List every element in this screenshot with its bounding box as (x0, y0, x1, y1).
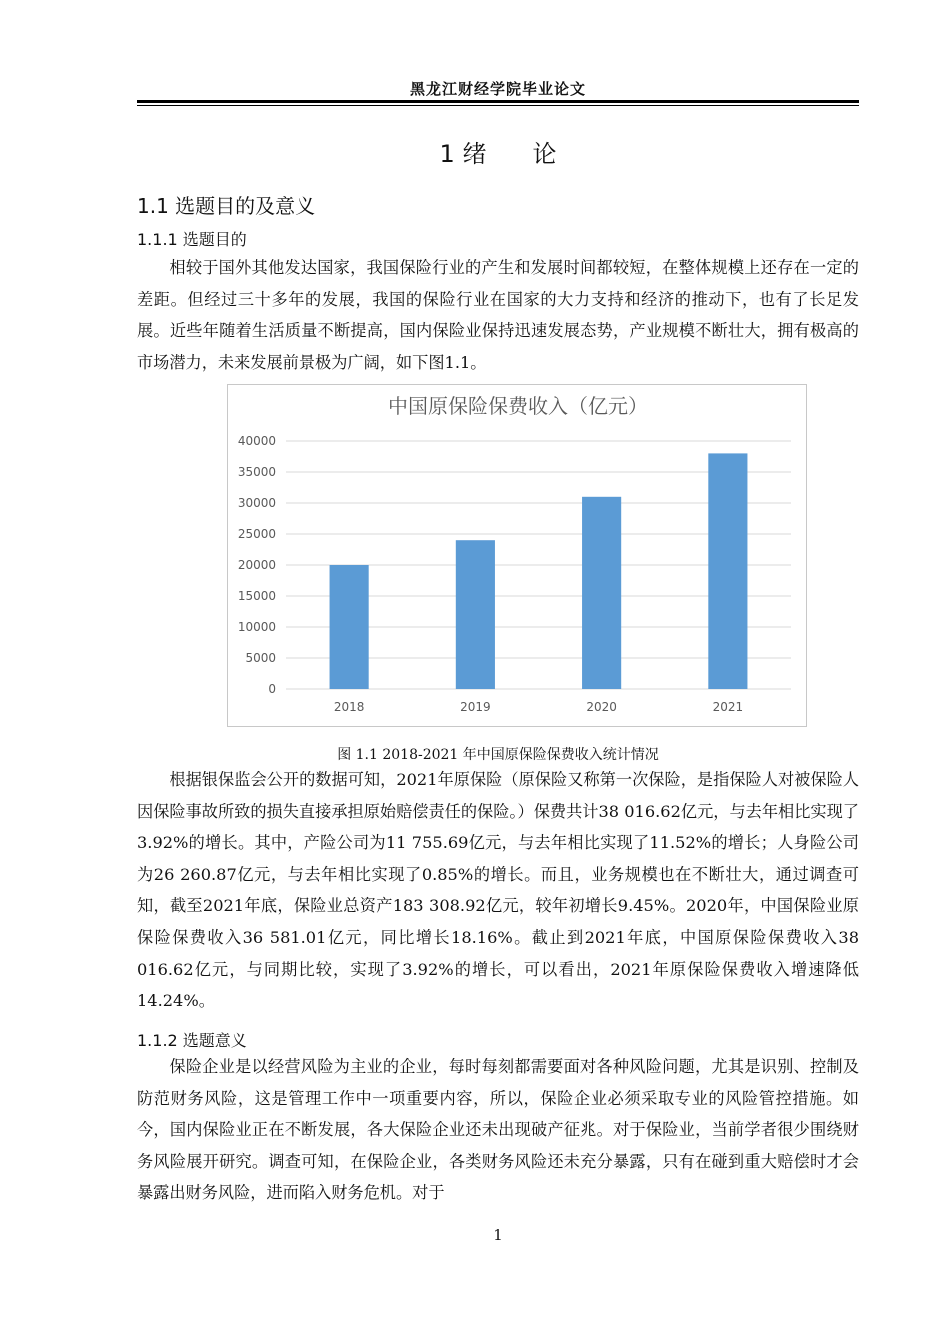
y-tick-label: 20000 (237, 558, 276, 572)
section-heading-1-1: 1.1 选题目的及意义 (137, 194, 316, 218)
paragraph-purpose-2: 根据银保监会公开的数据可知，2021年原保险（原保险又称第一次保险，是指保险人对被保险人因保险事故所致的损失直接承担原始赔偿责任的保险。）保费共计38 016.62亿元，与去年相比实现了3.92%的增长。其中，产险公司为11 755.69亿元，与去年相比实现了11.52%的增长；人身险公司为26 260.87亿元，与去年相比实现了0.85%的增长。而且，业务规模也在不断壮大，通过调查可知，截至2021年底，保险业总资产183 308.92亿元，较年初增长9.45%。2020年，中国保险业原保险保费收入36 581.01亿元，同比增长18.16%。截止到2021年底，中国原保险保费收入38 016.62亿元，与同期比较，实现了3.92%的增长，可以看出，2021年原保险保费收入增速降低14.24%。 (137, 770, 859, 1011)
chart-svg (228, 385, 808, 728)
chart-title: 中国原保险保费收入（亿元） (388, 394, 648, 418)
y-tick-label: 0 (268, 682, 276, 696)
x-tick-label: 2019 (460, 700, 491, 714)
premium-income-chart (227, 384, 807, 727)
section-heading-1-1-1: 1.1.1 选题目的 (137, 230, 247, 249)
x-tick-label: 2021 (712, 700, 744, 714)
bar-2020 (582, 497, 621, 689)
chapter-title (137, 134, 859, 169)
page-number: 1 (493, 1226, 503, 1244)
y-tick-label: 35000 (237, 465, 276, 479)
paragraph-significance-1: 保险企业是以经营风险为主业的企业，每时每刻都需要面对各种风险问题，尤其是识别、控制及防范财务风险，这是管理工作中一项重要内容，所以，保险企业必须采取专业的风险管控措施。如今，国内保险业正在不断发展，各大保险企业还未出现破产征兆。对于保险业，当前学者很少围绕财务风险展开研究。调查可知，在保险企业，各类财务风险还未充分暴露，只有在碰到重大赔偿时才会暴露出财务风险，进而陷入财务危机。对于 (137, 1057, 859, 1203)
y-tick-label: 30000 (237, 496, 276, 510)
running-header: 黑龙江财经学院毕业论文 (409, 80, 586, 98)
chapter-title-part-a: 绪 (462, 140, 487, 168)
y-tick-label: 5000 (245, 651, 276, 665)
header-rule-thick (137, 100, 859, 103)
x-tick-label: 2020 (586, 700, 617, 714)
chapter-title-part-b: 论 (532, 140, 557, 168)
y-tick-label: 25000 (237, 527, 276, 541)
bar-2021 (708, 453, 747, 689)
y-tick-label: 40000 (237, 434, 276, 448)
x-tick-label: 2018 (333, 700, 365, 714)
bar-2019 (456, 540, 495, 689)
section-heading-1-1-2: 1.1.2 选题意义 (137, 1031, 247, 1050)
figure-caption: 图 1.1 2018-2021 年中国原保险保费收入统计情况 (337, 747, 659, 763)
header-rule-thin (137, 105, 859, 106)
paragraph-purpose-1: 相较于国外其他发达国家，我国保险行业的产生和发展时间都较短，在整体规模上还存在一定的差距。但经过三十多年的发展，我国的保险行业在国家的大力支持和经济的推动下，也有了长足发展。近些年随着生活质量不断提高，国内保险业保持迅速发展态势，产业规模不断壮大，拥有极高的市场潜力，未来发展前景极为广阔，如下图1.1。 (137, 258, 859, 372)
chapter-number: 1 (439, 140, 455, 168)
bar-2018 (330, 565, 369, 689)
y-tick-label: 10000 (237, 620, 276, 634)
y-tick-label: 15000 (237, 589, 276, 603)
